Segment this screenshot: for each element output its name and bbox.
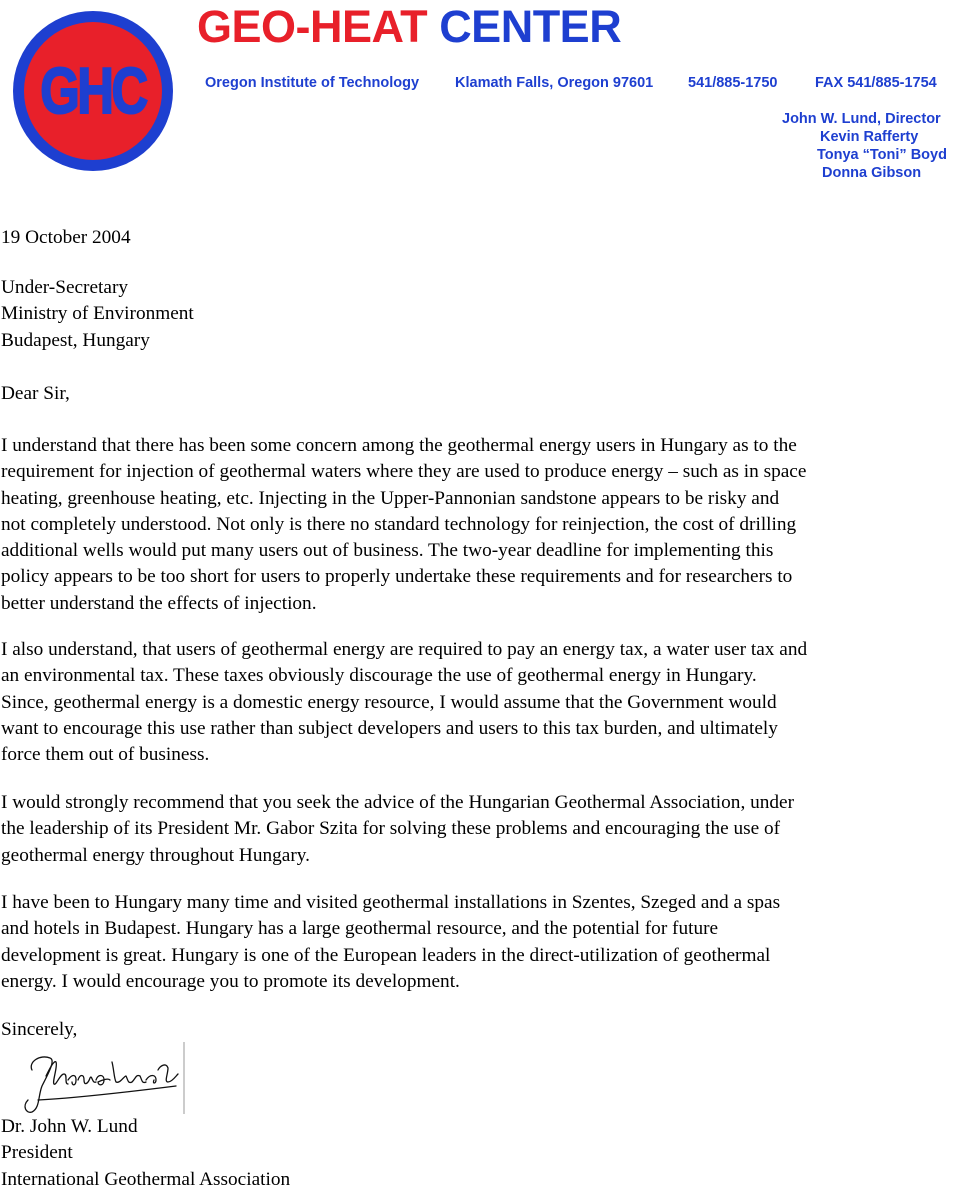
paragraph-line: heating, greenhouse heating, etc. Injecting in the Upper-Pannonian sandstone appears to be risky and xyxy=(1,487,780,509)
ghc-logo xyxy=(10,8,176,174)
staff-director: John W. Lund, Director xyxy=(782,111,941,127)
fax-number: FAX 541/885-1754 xyxy=(815,75,937,91)
paragraph-line: Since, geothermal energy is a domestic energy resource, I would assume that the Government would xyxy=(1,691,777,713)
paragraph-4 xyxy=(1,890,956,995)
paragraph-line: additional wells would put many users out of business. The two-year deadline for implementing this xyxy=(1,540,774,562)
signatory-title: President xyxy=(1,1142,73,1164)
closing: Sincerely, xyxy=(1,1019,78,1040)
paragraph-line: I also understand, that users of geothermal energy are required to pay an energy tax, a water user tax and xyxy=(1,639,808,660)
paragraph-line: geothermal energy throughout Hungary. xyxy=(1,844,310,866)
title-center: CENTER xyxy=(439,1,622,52)
institute-name: Oregon Institute of Technology xyxy=(205,75,420,91)
paragraph-3 xyxy=(1,790,956,869)
paragraph-line: and hotels in Budapest. Hungary has a large geothermal resource, and the potential for future xyxy=(1,918,719,940)
handwritten-signature xyxy=(18,1040,188,1116)
logo-text: GHC xyxy=(40,55,146,128)
recipient-line: Budapest, Hungary xyxy=(1,329,150,351)
staff-member: Kevin Rafferty xyxy=(820,129,919,145)
recipient-block xyxy=(1,275,956,354)
paragraph-line: development is great. Hungary is one of the European leaders in the direct-utilization of geothermal xyxy=(1,944,771,966)
org-title xyxy=(197,0,621,54)
signatory-organization: International Geothermal Association xyxy=(1,1168,291,1190)
paragraph-line: want to encourage this use rather than subject developers and users to this tax burden, and ultimately xyxy=(1,717,778,739)
paragraph-line: an environmental tax. These taxes obviously discourage the use of geothermal energy in Hungary. xyxy=(1,665,757,687)
paragraph-line: better understand the effects of injection. xyxy=(1,592,317,614)
staff-member: Tonya “Toni” Boyd xyxy=(817,147,947,163)
title-geo-heat: GEO-HEAT xyxy=(197,1,428,52)
paragraph-line: requirement for injection of geothermal waters where they are used to produce energy – such as in space xyxy=(1,461,807,483)
paragraph-1 xyxy=(1,433,956,617)
paragraph-2 xyxy=(1,637,956,768)
recipient-line: Under-Secretary xyxy=(1,277,129,298)
institute-location: Klamath Falls, Oregon 97601 xyxy=(455,75,654,91)
salutation: Dear Sir, xyxy=(1,383,70,404)
paragraph-line: not completely understood. Not only is there no standard technology for reinjection, the cost of drilling xyxy=(1,513,797,535)
recipient-line: Ministry of Environment xyxy=(1,303,194,325)
paragraph-line: I understand that there has been some concern among the geothermal energy users in Hungary as to the xyxy=(1,435,797,456)
paragraph-line: the leadership of its President Mr. Gabor Szita for solving these problems and encouraging the use of xyxy=(1,818,781,840)
letter-date: 19 October 2004 xyxy=(1,227,131,248)
paragraph-line: I would strongly recommend that you seek the advice of the Hungarian Geothermal Association, under xyxy=(1,792,794,813)
paragraph-line: force them out of business. xyxy=(1,744,210,766)
signatory-name: Dr. John W. Lund xyxy=(1,1116,138,1137)
paragraph-line: policy appears to be too short for users to properly undertake these requirements and for researchers to xyxy=(1,566,793,588)
phone-number: 541/885-1750 xyxy=(688,75,778,91)
staff-member: Donna Gibson xyxy=(822,165,922,181)
paragraph-line: I have been to Hungary many time and visited geothermal installations in Szentes, Szeged and a spas xyxy=(1,892,781,913)
signatory-block xyxy=(1,1114,956,1193)
paragraph-line: energy. I would encourage you to promote its development. xyxy=(1,970,460,992)
